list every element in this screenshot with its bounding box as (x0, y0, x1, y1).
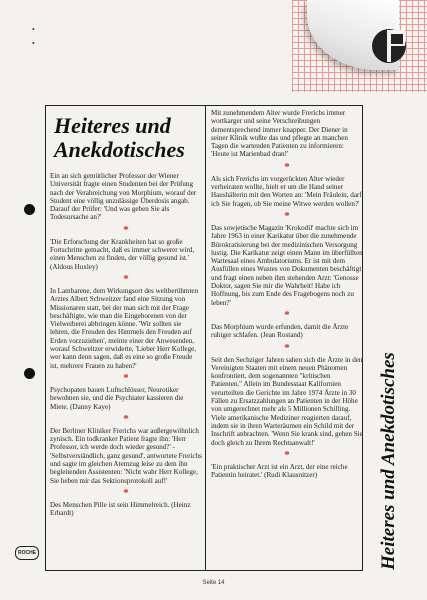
separator-star: * (123, 486, 129, 499)
mark: • (32, 25, 35, 34)
article-title: Heiteres und Anekdotisches (54, 113, 185, 162)
separator-star: * (123, 371, 129, 384)
column-divider (205, 106, 206, 570)
separator-star: * (123, 272, 129, 285)
anecdote: Seit den Sechziger Jahren sahen sich die Ärzte in den Vereinigten Staaten mit einem neuen Phänomen konfrontiert, dem sogenannten "kritischen Patienten." Allein im Bundesstaat Kalifornien verurteilten die Gerichte im Jahre 1974 Ärzte in 30 Fällen zu Ersatzzahlungen an Patienten in der Höhe von umgerechnet mehr als 5 Millionen Schilling. Viele amerikanische Mediziner reagierten darauf, indem sie in ihren Warteräumen ein Schild mit der Inschrift anbrachten. 'Wenn Sie krank sind, gehen Sie doch gleich zu Ihrem Rechtsanwalt!' (211, 355, 363, 447)
anecdote: Des Menschen Pille ist sein Himmelreich. (Heinz Erhardt) (50, 500, 191, 518)
separator-star: * (284, 308, 290, 321)
article-frame (45, 105, 363, 571)
footer-logo: ROCHE (15, 546, 39, 560)
side-title: Heiteres und Anekdotisches (378, 352, 399, 570)
anecdote: 'Die Erforschung der Krankheiten hat so große Fortschritte gemacht, daß es immer schwerer wird, einen Menschen zu finden, der völlig gesund ist.' (Aldous Huxley) (50, 237, 195, 271)
punch-hole (24, 368, 35, 379)
separator-star: * (284, 341, 290, 354)
left-column (50, 106, 202, 518)
logo-icon (369, 26, 409, 66)
anecdote: In Lambarene, dem Wirkungsort des weltberühmten Arztes Albert Schweitzer fand eine Sitzung von Missionaren statt, bei der man sich mit der Frage beschäftigte, wie man die Eingeborenen von der Vielweiberei abbringen könne. 'Wir sollten sie lehren, die Freuden des Himmels den Freuden auf Erden vorzuziehen', meinte einer der Anwesenden, worauf Schweitzer erwiderte, 'Lieber Herr Kollege, wer kann denn sagen, daß es eine so große Freude ist, mehrere Frauen zu haben?' (50, 286, 199, 370)
anecdote: Der Berliner Kliniker Frerichs war außergewöhnlich zynisch. Ein todkranker Patient fragte ihn: 'Herr Professor, ich werde doch wieder gesund?' - 'Selbstverständlich, ganz gesund', antwortete Frerichs und sagte im gleichen Atemzug leise zu dem ihn begleitenden Assistenten: 'Nicht wahr Herr Kollege, Sie heben mir das Sektionsprotokoll auf!' (50, 426, 202, 485)
anecdote: Psychopaten bauen Luftschlösser, Neurotiker bewohnen sie, und die Psychiater kassieren die Miete. (Danny Kaye) (50, 385, 184, 411)
separator-star: * (284, 448, 290, 461)
punch-hole (24, 204, 35, 215)
anecdote: Das Morphium wurde erfunden, damit die Ärzte ruhiger schlafen. (Jean Rostand) (211, 322, 349, 340)
anecdote: Ein an sich gemütlicher Professor der Wiener Universität fragte einen Studenten bei der Prüfung nach der Verabreichung von Morphium, worauf der Student eine völlig unzulässige Überdosis angab. Darauf der Prüfer: 'Und was geben Sie als Todesursache an?' (50, 172, 197, 222)
page-number: Seite 14 (202, 580, 225, 586)
margin-marks (32, 26, 35, 48)
separator-star: * (123, 223, 129, 236)
separator-star: * (284, 209, 290, 222)
separator-star: * (123, 412, 129, 425)
anecdote: Mit zunehmendem Alter wurde Frerichs immer wortkarger und seine Verschreibungen dementsprechend immer knapper. Der Diener in seiner Klinik wußte das und pflegte an manchen Tagen die wartenden Patienten zu informieren: 'Heute ist Marienbad dran!' (211, 109, 348, 159)
separator-star: * (284, 160, 290, 173)
anecdote: Das sowjetische Magazin 'Krokodil' machte sich im Jahre 1963 in einer Karikatur über die zunehmende Bürokratisierung bei der medizinischen Versorgung lustig. Die Karikatur zeigt einen Mann im überfüllten Wartesaal eines Ambulatoriums. Er ist mit dem Ausfüllen eines Wustes von Dokumenten beschäftigt und fragt einen neben ihm stehenden Arzt: 'Genosse Doktor, sagen Sie mir die Wahrheit! Habe ich Hoffnung, bis zum Ende des Fragebogens noch zu leben?' (211, 223, 363, 307)
anecdote: 'Ein praktischer Arzt ist ein Arzt, der eine reiche Patientin heiratet.' (Rudi Klausnitzer) (211, 462, 348, 480)
mark: • (32, 39, 35, 48)
anecdote: Als sich Frerichs im vorgerückten Alter wieder verheiraten wollte, hielt er um die Hand seiner Haushälterin mit den Worten an: 'Mein Fräulein, darf ich Sie fragen, ob Sie meine Witwe werden wollen?' (211, 174, 362, 208)
right-column (211, 106, 363, 479)
